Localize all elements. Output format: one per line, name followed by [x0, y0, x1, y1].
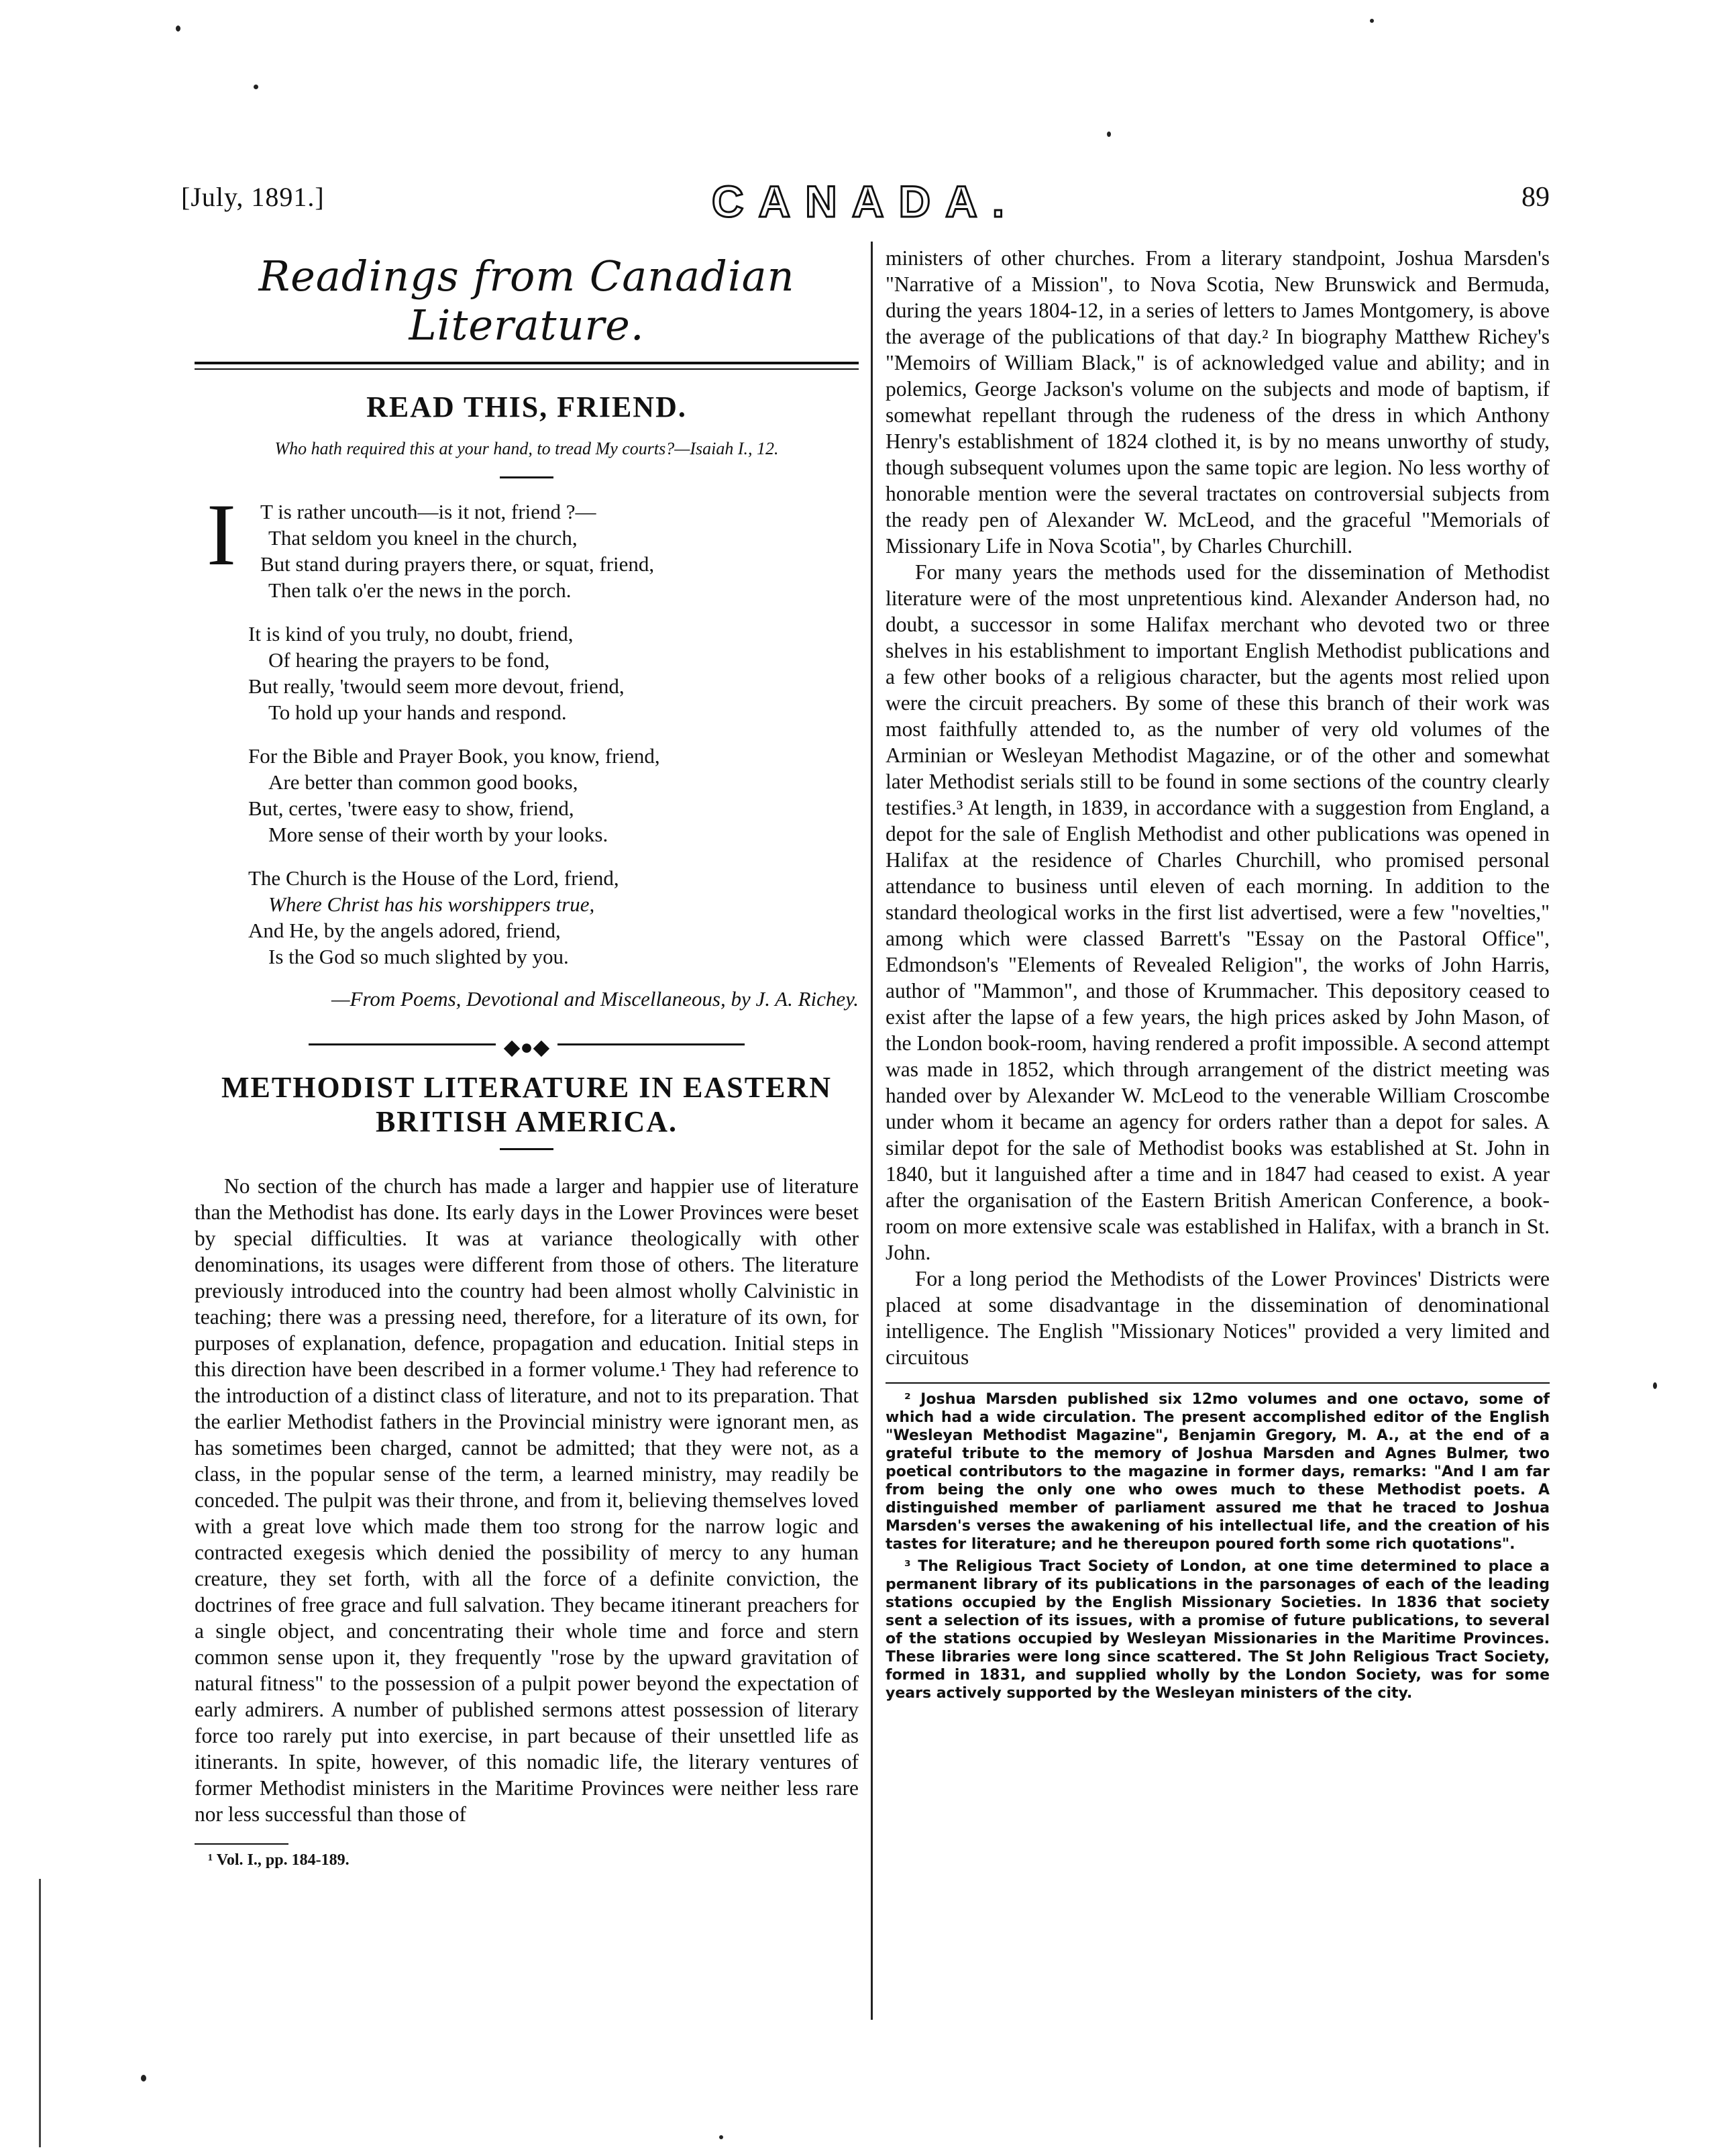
column-divider	[871, 242, 873, 2020]
poem-line: And He, by the angels adored, friend,	[248, 919, 561, 942]
poem-line: More sense of their worth by your looks.	[268, 823, 608, 846]
poem	[207, 485, 859, 970]
poem-stanza	[207, 485, 859, 603]
poem-line: But really, 'twould seem more devout, friend,	[248, 674, 625, 698]
short-rule	[500, 1148, 553, 1150]
scan-speck	[141, 2075, 146, 2082]
footnote: ³ The Religious Tract Society of London, at one time determined to place a permanent library of its publications in the parsonages of each of the leading stations occupied by the English Missionary Societies. In 1836 that society sent a selection of its issues, with a promise of future publications, to several of the stations occupied by Wesleyan Missionaries in the Maritime Provinces. These libraries were long since scattered. The St John Religious Tract Society, formed in 1831, and supplied wholly by the London Society, was for some years actively supported by the Wesleyan ministers of the city.	[886, 1558, 1550, 1702]
poem-credit: —From Poems, Devotional and Miscellaneous, by J. A. Richey.	[331, 987, 859, 1011]
page-number: 89	[1521, 182, 1550, 213]
footnote: ² Joshua Marsden published six 12mo volumes and one octavo, some of which had a wide circulation. The present accomplished editor of the English "Wesleyan Methodist Magazine", Benjamin Gregory, M. A., at the end of a grateful tribute to the memory of Joshua Marsden and Agnes Bulmer, two poetical contributors to the magazine in former days, remarks: "And I am far from being the only one who owes much to these Methodist poets. A distinguished member of parliament assured me that he traced to Joshua Marsden's verses the awakening of his intellectual life, and the creation of his tastes for literature; and he thereupon poured forth some rich quotations".	[886, 1391, 1550, 1553]
poem-line: The Church is the House of the Lord, friend,	[248, 866, 619, 890]
poem-line: For the Bible and Prayer Book, you know, friend,	[248, 744, 660, 768]
drop-cap: I	[207, 485, 236, 584]
scan-speck	[719, 2135, 723, 2139]
scan-speck	[254, 85, 258, 89]
right-column	[886, 245, 1550, 1706]
section-banner: Readings from Canadian Literature.	[258, 252, 795, 350]
left-column	[195, 245, 859, 1873]
footnote-rule	[886, 1382, 1550, 1384]
poem-line: Of hearing the prayers to be fond,	[268, 648, 550, 672]
article-paragraph: ministers of other churches. From a literary standpoint, Joshua Marsden's "Narrative of a Mission", to Nova Scotia, New Brunswick and Bermuda, during the years 1804-12, in a series of letters to James Montgomery, is above the average of the publications of that day.² In biography Matthew Richey's "Memoirs of William Black," is of acknowledged value and ability; and in polemics, George Jackson's volume on the subjects and mode of baptism, if somewhat repellant through the rudeness of the dress in which Anthony Henry's establishment of 1824 clothed it, is by no means unworthy of study, though subsequent volumes upon the same topic are legion. No less worthy of honorable mention were the several tractates on controversial subjects from the ready pen of Alexander W. McLeod, and the graceful "Memorials of Missionary Life in Nova Scotia", by Charles Churchill.	[886, 246, 1550, 558]
scan-speck	[1370, 19, 1374, 23]
poem-stanza	[248, 621, 859, 725]
ornamental-divider	[195, 1034, 859, 1059]
issue-date: [July, 1891.]	[181, 182, 325, 212]
scan-speck	[1653, 1382, 1657, 1389]
masthead: CANADA.	[711, 176, 1020, 226]
article-paragraph: For a long period the Methodists of the Lower Provinces' Districts were placed at some disadvantage in the dissemination of denominational intelligence. The English "Missionary Notices" provided a very limited and circuitous	[886, 1267, 1550, 1369]
poem-stanza	[248, 865, 859, 970]
page-header	[181, 176, 1550, 229]
poem-line: It is kind of you truly, no doubt, friend,	[248, 622, 574, 646]
short-rule	[500, 476, 553, 478]
scan-speck	[39, 1879, 41, 2147]
article-title-line: METHODIST LITERATURE IN EASTERN	[221, 1071, 833, 1104]
article-title	[195, 1070, 859, 1139]
poem-line: T is rather uncouth—is it not, friend ?—	[260, 500, 596, 523]
scan-speck	[1107, 132, 1111, 137]
poem-line: But stand during prayers there, or squat, friend,	[260, 552, 655, 576]
poem-line: That seldom you kneel in the church,	[268, 526, 578, 550]
poem-stanza	[248, 743, 859, 848]
fleuron-icon: ◆●◆	[496, 1035, 558, 1059]
article-paragraph: For many years the methods used for the dissemination of Methodist literature were of the most unpretentious kind. Alexander Anderson had, no doubt, a successor in some Halifax merchant who devoted two or three shelves in his establishment to important English Methodist publications and a few other books of a religious character, but the agents most relied upon were the circuit preachers. By some of these this branch of their work was most faithfully attended to, as the number of very old volumes of the Arminian or Wesleyan Methodist Magazine, or of the other and somewhat later Methodist serials still to be found in some sections of the country clearly testifies.³ At length, in 1839, in accordance with a suggestion from England, a depot for the sale of English Methodist and other publications was opened in Halifax at the residence of Charles Churchill, who promised personal attendance to business until eleven of each morning. In addition to the standard theological works in the first list advertised, were a few "novelties," among which were classed Barrett's "Essay on the Pastoral Office", Edmondson's "Elements of Revealed Religion", the works of John Harris, author of "Mammon", and those of Krummacher. This depository ceased to exist after the lapse of a few years, the high prices asked by John Mason, of the London book-room, having rendered a profit impossible. A second attempt was made in 1852, which through arrangement of the district meeting was handed over by Alexander W. McLeod to the venerable William Croscombe under whom it became an agency for orders rather than a depot for sales. A similar depot for the sale of Methodist books was established at St. John in 1840, but it languished after a time and in 1847 had ceased to exist. A year after the organisation of the Eastern British American Conference, a book-room on more extensive scale was established in Halifax, with a branch in St. John.	[886, 560, 1550, 1264]
footnote: ¹ Vol. I., pp. 184-189.	[208, 1851, 350, 1869]
scan-speck	[176, 25, 180, 32]
poem-title: READ THIS, FRIEND.	[366, 391, 687, 423]
poem-line: Are better than common good books,	[268, 770, 578, 794]
poem-line: But, certes, 'twere easy to show, friend,	[248, 797, 574, 820]
footnote-rule	[195, 1843, 288, 1845]
article-title-line: BRITISH AMERICA.	[375, 1105, 678, 1138]
poem-line: Then talk o'er the news in the porch.	[268, 578, 572, 602]
poem-line: To hold up your hands and respond.	[268, 701, 567, 724]
poem-line: Where Christ has his worshippers true,	[268, 892, 595, 916]
poem-line: Is the God so much slighted by you.	[268, 945, 569, 968]
article-paragraph: No section of the church has made a larger and happier use of literature than the Methodist has done. Its early days in the Lower Provinces were beset by special difficulties. It was at variance theologically with other denominations, its usages were different from those of others. The literature previously introduced into the country had been almost wholly Calvinistic in teaching; there was a pressing need, therefore, for a literature of its own, for purposes of explanation, defence, propagation and education. Initial steps in this direction have been described in a former volume.¹ They had reference to the introduction of a distinct class of literature, and not to its preparation. That the earlier Methodist fathers in the Provincial ministry were ignorant men, as has sometimes been charged, cannot be admitted; that they were not, as a class, in the popular sense of the term, a learned ministry, may readily be conceded. The pulpit was their throne, and from it, believing themselves loved with a great love which made them too strong for the narrow logic and contracted exegesis which denied the possibility of mercy to any human creature, they set forth, with all the force of a definite conviction, the doctrines of free grace and full salvation. They became itinerant preachers for a single object, and concentrating their whole time and force and stern common sense upon it, they frequently "rose by the upward gravitation of natural fitness" to the possession of a pulpit power beyond the expectation of early admirers. A number of published sermons attest possession of literary force too rarely put into exercise, in part because of their unsettled life as itinerants. In spite, however, of this nomadic life, the literary ventures of former Methodist ministers in the Maritime Provinces were neither less rare nor less successful than those of	[195, 1174, 859, 1826]
poem-epigraph: Who hath required this at your hand, to tread My courts?—Isaiah I., 12.	[274, 439, 779, 458]
banner-rule	[195, 362, 859, 370]
